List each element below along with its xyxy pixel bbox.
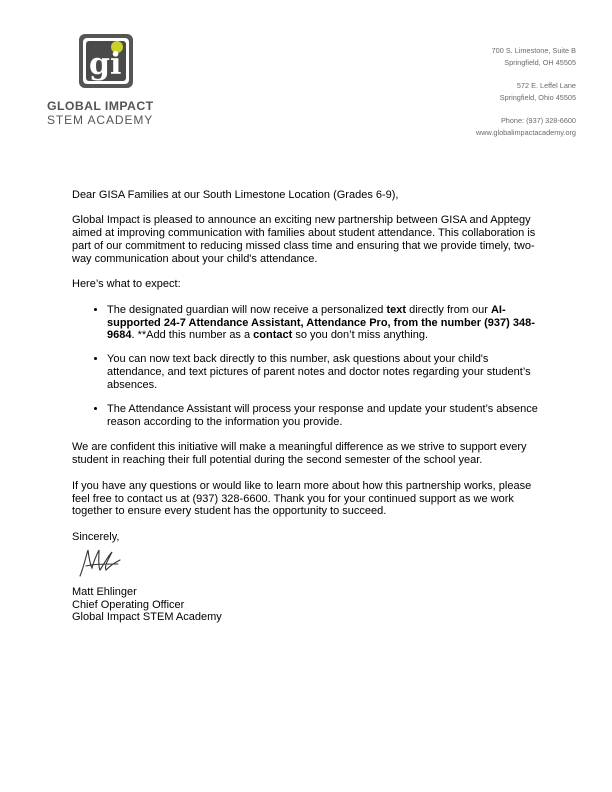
- closing: Sincerely,: [72, 530, 120, 543]
- contact-paragraph: If you have any questions or would like to learn more about how this partnership works, please feel free to contact us at (937) 328-6600. Thank you for your continued support as we work together to ensure every student has the opportunity to succeed.: [72, 479, 532, 518]
- letter-body: [72, 189, 540, 624]
- website-link: www.globalimpactacademy.org: [475, 127, 576, 137]
- phone-number: Phone: (937) 328-6600: [500, 116, 576, 126]
- intro-paragraph: Global Impact is pleased to announce an exciting new partnership between GISA and Apptegy aimed at improving communication with families about student attendance. This collaboration is part of our commitment to reducing missed class time and ensuring that we provide timely, two-way communication about your child's attendance.: [72, 214, 536, 266]
- confidence-paragraph: We are confident this initiative will make a meaningful difference as we strive to support every student in reaching their full potential during the second semester of the school year.: [72, 441, 527, 467]
- salutation: Dear GISA Families at our South Limestone Location (Grades 6-9),: [72, 189, 399, 201]
- list-item: • The Attendance Assistant will process your response and update your student’s absence reason according to the information you provide.: [107, 403, 540, 429]
- signer-title: Chief Operating Officer: [72, 598, 185, 611]
- logo-subtitle: STEM ACADEMY: [47, 113, 154, 127]
- expectations-list: [72, 304, 540, 429]
- address-line: Springfield, Ohio 45505: [499, 92, 576, 102]
- logo-name: GLOBAL IMPACT: [47, 99, 154, 113]
- signer-organization: Global Impact STEM Academy: [72, 611, 222, 624]
- address-line: 572 E. Leffel Lane: [516, 81, 576, 91]
- svg-text:gi: gi: [89, 47, 122, 82]
- lead-paragraph: Here’s what to expect:: [72, 278, 181, 291]
- address-block: [376, 45, 576, 139]
- signer-name: Matt Ehlinger: [72, 585, 137, 598]
- signature-image: [74, 542, 122, 580]
- address-line: 700 S. Limestone, Suite B: [491, 46, 576, 55]
- list-item: • You can now text back directly to this number, ask questions about your child's attendance, and text pictures of parent notes and doctor notes regarding your student’s absences.: [107, 353, 540, 392]
- gi-logo-icon: [79, 34, 133, 88]
- address-line: Springfield, OH 45505: [504, 57, 576, 67]
- list-item: • The designated guardian will now receive a personalized text directly from our AI-supported 24-7 Attendance Assistant, Attendance Pro, from the number (937) 348-9684. **Add this number as a contact so you don’t miss anything.: [107, 304, 540, 343]
